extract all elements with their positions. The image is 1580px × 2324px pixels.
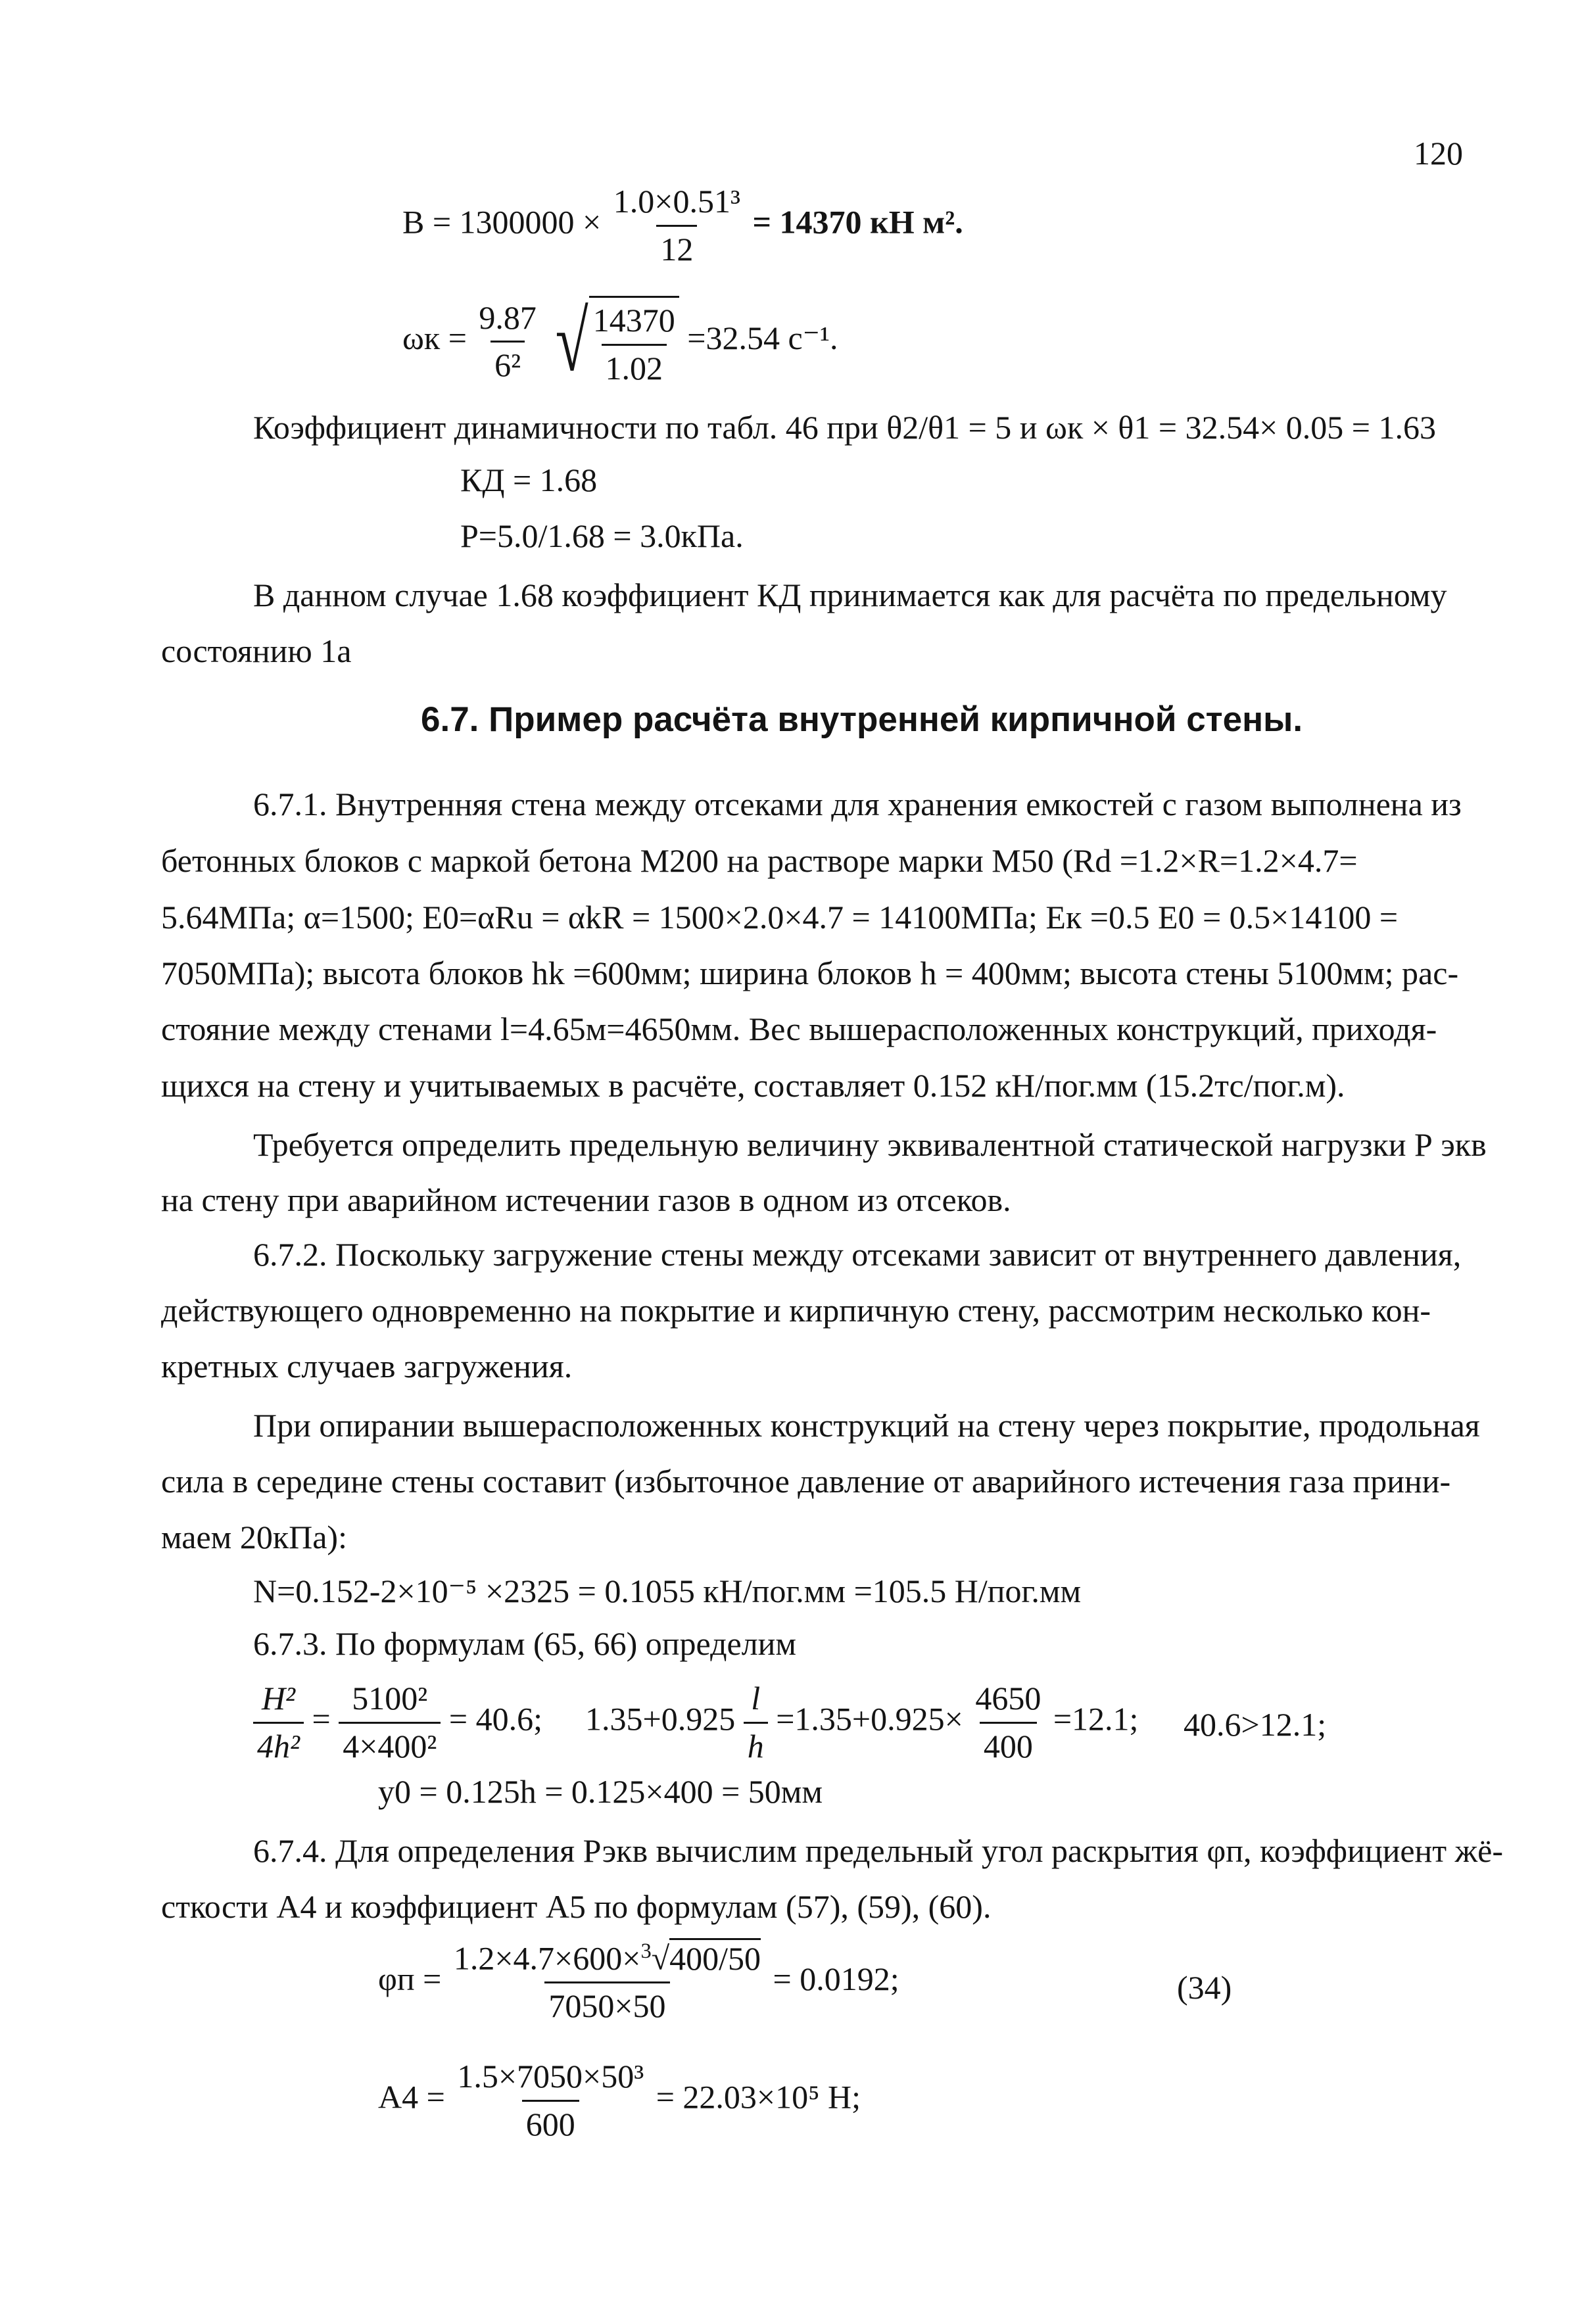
equation-h xyxy=(253,1680,1138,1765)
equation-h-f4-numerator: 4650 xyxy=(975,1680,1041,1717)
p672-line: кретных случаев загружения. xyxy=(161,1348,573,1385)
equation-h-comparison: 40.6>12.1; xyxy=(1184,1706,1327,1743)
p672-line: действующего одновременно на покрытие и кирпичную стену, рассмотрим несколько кон- xyxy=(161,1292,1431,1329)
equation-h-f4-denominator: 400 xyxy=(980,1722,1037,1766)
equation-h-f2-numerator: 5100² xyxy=(352,1680,428,1717)
requirement-line: Требуется определить предельную величину эквивалентной статической нагрузки Р экв xyxy=(253,1126,1487,1163)
equation-h-f1-denominator: 4h² xyxy=(253,1722,304,1766)
case-paragraph-line-1: В данном случае 1.68 коэффициент КД принимается как для расчёта по предельному xyxy=(253,577,1447,613)
equation-a4-rhs: = 22.03×10⁵ Н; xyxy=(656,2078,861,2116)
p671-line: бетонных блоков с маркой бетона М200 на растворе марки М50 (Rd =1.2×R=1.2×4.7= xyxy=(161,842,1358,879)
equation-a4-fraction xyxy=(453,2058,648,2143)
equation-omega-radicand-numerator: 14370 xyxy=(592,302,675,339)
p-value-line: Р=5.0/1.68 = 3.0кПа. xyxy=(460,517,744,554)
equation-b-numerator: 1.0×0.51³ xyxy=(613,183,740,220)
equation-omega-numerator: 9.87 xyxy=(479,298,537,336)
p674-line: 6.7.4. Для определения Рэкв вычислим предельный угол раскрытия φп, коэффициент жё- xyxy=(253,1832,1504,1869)
section-heading: 6.7. Пример расчёта внутренней кирпичной стены. xyxy=(421,700,1303,739)
equation-phi-radicand: 400/50 xyxy=(669,1938,761,1977)
equation-h-fraction-3 xyxy=(744,1680,768,1765)
equation-b-fraction xyxy=(610,183,744,268)
equation-h-f3-denominator: h xyxy=(744,1722,768,1766)
equation-phi-denominator: 7050×50 xyxy=(544,1981,669,2026)
requirement-line: на стену при аварийном истечении газов в одном из отсеков. xyxy=(161,1181,1011,1218)
equation-omega xyxy=(402,296,838,387)
support-line: маем 20кПа): xyxy=(161,1519,347,1555)
equation-h-f3-numerator: l xyxy=(751,1680,761,1717)
support-line: При опирании вышерасположенных конструкций на стену через покрытие, продольная xyxy=(253,1407,1480,1444)
page-number: 120 xyxy=(1414,135,1463,172)
equation-phi-lhs: φп = xyxy=(378,1960,442,1997)
equation-phi xyxy=(378,1939,899,2026)
equation-h-f2-denominator: 4×400² xyxy=(339,1722,441,1766)
equation-phi-numerator-text: 1.2×4.7×600× xyxy=(453,1939,641,1977)
equation-omega-denominator: 6² xyxy=(491,341,525,385)
equation-omega-fraction xyxy=(475,299,540,385)
equation-h-mid: 1.35+0.925 xyxy=(585,1700,736,1738)
equation-a4 xyxy=(378,2058,861,2143)
p671-line: стояние между стенами l=4.65м=4650мм. Вес вышерасположенных конструкций, приходя- xyxy=(161,1010,1437,1047)
equation-h-result-2: =12.1; xyxy=(1053,1700,1139,1738)
p671-line: 7050МПа); высота блоков hk =600мм; ширина блоков h = 400мм; высота стены 5100мм; рас- xyxy=(161,955,1459,991)
equation-phi-rhs: = 0.0192; xyxy=(773,1960,899,1997)
sqrt-icon: √ xyxy=(556,294,589,389)
p671-line: щихся на стену и учитываемых в расчёте, составляет 0.152 кН/пог.мм (15.2тс/пог.м). xyxy=(161,1067,1345,1104)
equation-omega-radical xyxy=(548,296,679,387)
equation-h-fraction-4 xyxy=(971,1680,1045,1765)
equation-a4-numerator: 1.5×7050×50³ xyxy=(457,2058,644,2095)
equation-h-result-1: = 40.6; xyxy=(448,1700,542,1738)
equation-h-fraction-1 xyxy=(253,1680,304,1765)
p672-line: 6.7.2. Поскольку загружение стены между отсеками зависит от внутреннего давления, xyxy=(253,1236,1462,1273)
equation-h-equals: = xyxy=(312,1700,331,1738)
support-line: сила в середине стены составит (избыточное давление от аварийного истечения газа прини- xyxy=(161,1463,1451,1500)
equation-phi-root-index: 3 xyxy=(640,1939,652,1963)
p673-line: 6.7.3. По формулам (65, 66) определим xyxy=(253,1625,797,1662)
equation-b-lhs: B = 1300000 × xyxy=(402,203,602,241)
kd-value-line: КД = 1.68 xyxy=(460,462,598,498)
equation-omega-radicand xyxy=(589,302,679,387)
equation-h-f1-numerator: H² xyxy=(261,1680,296,1717)
equation-y0: y0 = 0.125h = 0.125×400 = 50мм xyxy=(378,1773,823,1810)
equation-omega-radicand-denominator: 1.02 xyxy=(602,344,667,388)
equation-phi-fraction xyxy=(450,1939,765,2026)
equation-a4-denominator: 600 xyxy=(522,2100,579,2144)
equation-b-denominator: 12 xyxy=(656,225,697,269)
cbrt-icon: √ xyxy=(651,1939,670,1977)
p671-line: 5.64МПа; α=1500; E0=αRu = αkR = 1500×2.0×4.7 = 14100МПа; Eк =0.5 E0 = 0.5×14100 = xyxy=(161,899,1399,936)
kd-intro-line: Коэффициент динамичности по табл. 46 при θ2/θ1 = 5 и ωк × θ1 = 32.54× 0.05 = 1.63 xyxy=(253,409,1436,446)
equation-phi-numerator xyxy=(450,1939,765,1981)
equation-omega-lhs: ωк = xyxy=(402,319,467,356)
equation-a4-lhs: А4 = xyxy=(378,2078,445,2116)
equation-b xyxy=(402,183,963,268)
case-paragraph-line-2: состоянию 1а xyxy=(161,632,352,669)
equation-h-fraction-2 xyxy=(339,1680,441,1765)
equation-omega-rhs: =32.54 с⁻¹. xyxy=(687,319,838,356)
equation-n: N=0.152-2×10⁻⁵ ×2325 = 0.1055 кН/пог.мм =105.5 Н/пог.мм xyxy=(253,1573,1082,1609)
equation-h-mid-2: =1.35+0.925× xyxy=(776,1700,963,1738)
p674-line: сткости А4 и коэффициент А5 по формулам (57), (59), (60). xyxy=(161,1888,992,1925)
equation-b-rhs: = 14370 кН м². xyxy=(752,203,963,241)
equation-number: (34) xyxy=(1177,1969,1232,2006)
p671-line: 6.7.1. Внутренняя стена между отсеками для хранения емкостей с газом выполнена из xyxy=(253,786,1462,822)
